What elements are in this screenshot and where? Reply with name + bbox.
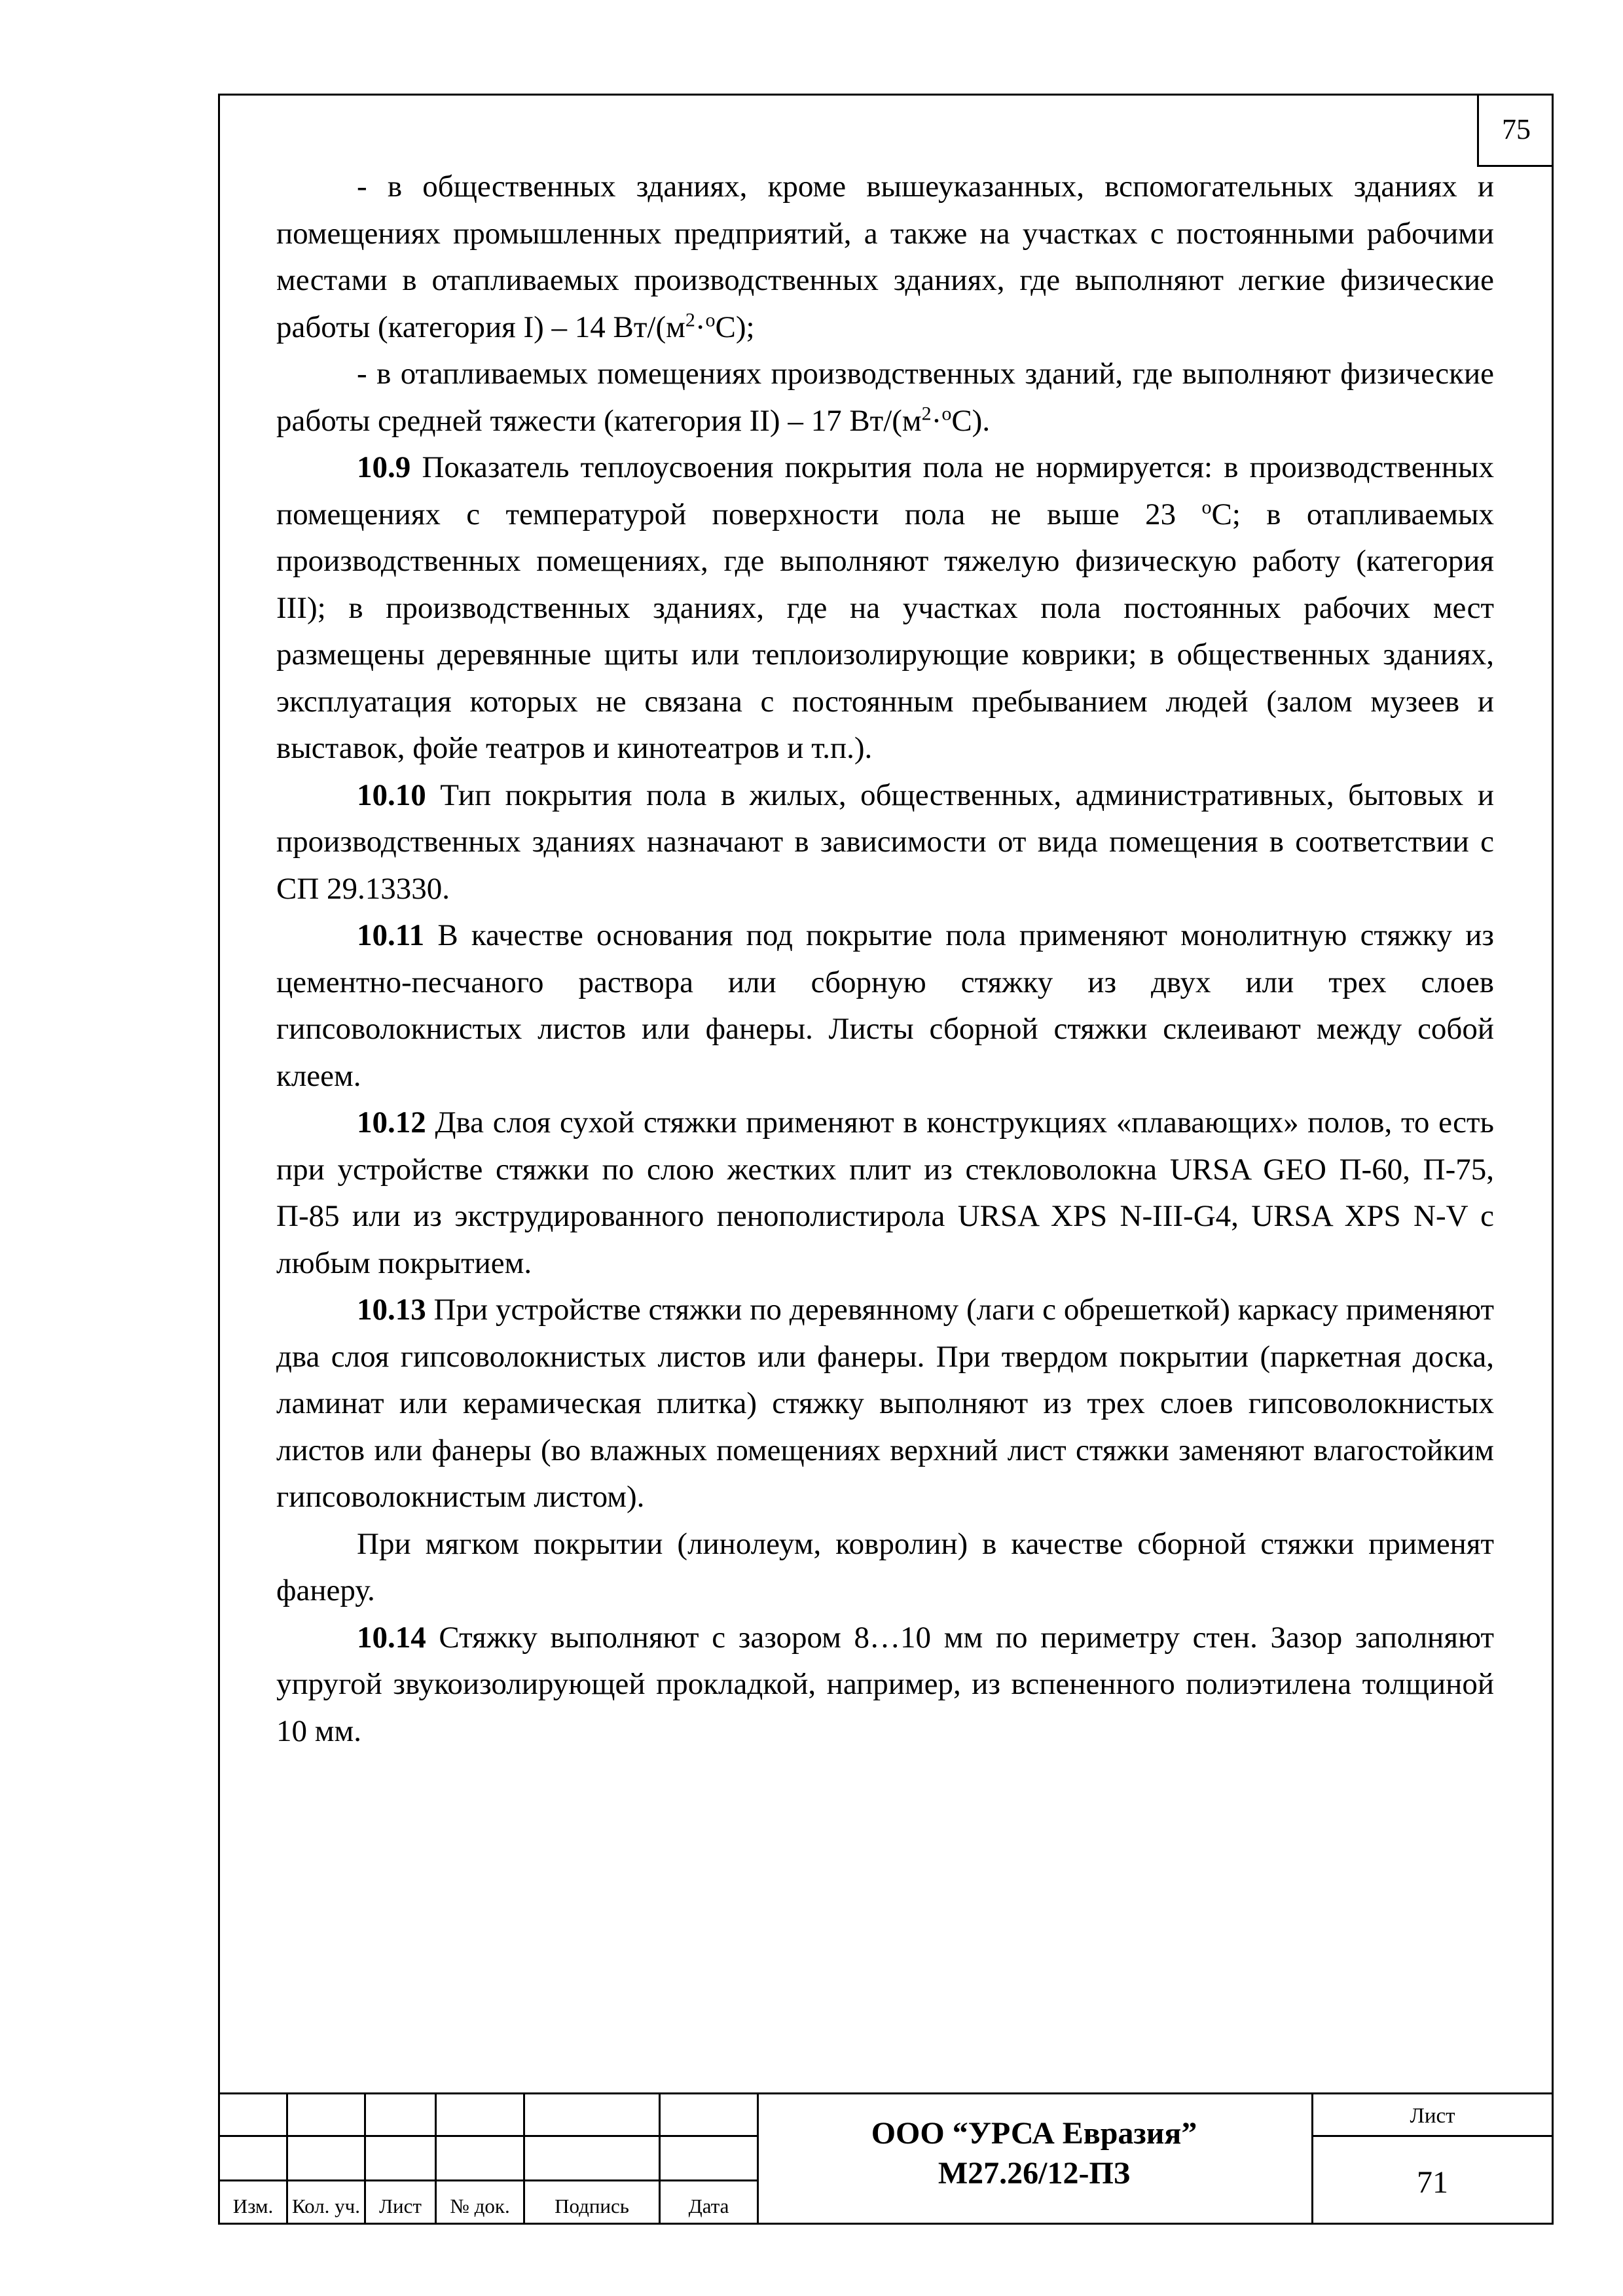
document-code: М27.26/12-ПЗ (938, 2156, 1131, 2191)
col-label-kol-uch: Кол. уч. (291, 2195, 361, 2217)
col-label-list: Лист (379, 2195, 422, 2217)
title-block-top-line (218, 2092, 1554, 2094)
col-label-date: Дата (688, 2195, 729, 2217)
col-label-izm: Изм. (232, 2195, 274, 2217)
paragraph-soft-covering: При мягком покрытии (линолеум, ковролин) в качестве сборной стяжки применят фанеру. (276, 1526, 1494, 1607)
paragraph-10-13: 10.13 При устройстве стяжки по деревянному (лаги с обрешеткой) каркасу применяют два слоя гипсоволокнистых листов или фанеры. При твердом покрытии (паркетная доска, ламинат или керамическая плитка) стяжку выполняют из трех слоев гипсоволокнистых листов или фанеры (во влажных помещениях верхний лист стяжки заменяют влагостойким гипсоволокнистым листом). (276, 1293, 1494, 1514)
title-block-row-line-1 (218, 2135, 757, 2137)
paragraph-10-12: 10.12 Два слоя сухой стяжки применяют в конструкциях «плавающих» полов, то есть при устройстве стяжки по слою жестких плит из стекловолокна URSA GEO П-60, П-75, П-85 или из экструдированного пенополистирола URSA XPS N-III-G4, URSA XPS N-V с любым покрытием. (276, 1105, 1494, 1280)
col-label-doc-number: № док. (450, 2195, 510, 2217)
paragraph-10-14: 10.14 Стяжку выполняют с зазором 8…10 мм по периметру стен. Зазор заполняют упругой звукоизолирующей прокладкой, например, из вспененного полиэтилена толщиной 10 мм. (276, 1620, 1494, 1748)
section-number: 10.14 (357, 1620, 426, 1655)
section-number: 10.11 (357, 918, 425, 952)
paragraph-10-10: 10.10 Тип покрытия пола в жилых, общественных, административных, бытовых и производственных зданиях назначают в зависимости от вида помещения в соответствии с СП 29.13330. (276, 778, 1494, 906)
top-page-number: 75 (1477, 94, 1554, 167)
organization-name: ООО “УРСА Евразия” (871, 2116, 1197, 2151)
section-number: 10.9 (357, 450, 411, 484)
sheet-number: 71 (1417, 2164, 1448, 2200)
section-number: 10.12 (357, 1105, 426, 1139)
sheet-label: Лист (1410, 2104, 1455, 2128)
section-number: 10.10 (357, 778, 426, 812)
paragraph-heated-rooms: - в отапливаемых помещениях производственных зданий, где выполняют физические работы средней тяжести (категория II) – 17 $Вт/(м^2\cdot^оС)$. (276, 357, 1494, 438)
section-number: 10.13 (357, 1293, 426, 1327)
document-body (276, 164, 1494, 1755)
paragraph-10-9: 10.9 Показатель теплоусвоения покрытия пола не нормируется: в производственных помещениях с температурой поверхности пола не выше 23 $^о$С; в отапливаемых производственных помещениях, где выполняют тяжелую физическую работу (категория III); в производственных зданиях, где на участках пола постоянных рабочих мест размещены деревянные щиты или теплоизолирующие коврики; в общественных зданиях, эксплуатация которых не связана с постоянным пребыванием людей (залом музеев и выставок, фойе театров и кинотеатров и т.п.). (276, 450, 1494, 765)
title-block-row-line-2 (218, 2179, 757, 2181)
paragraph-public-buildings: - в общественных зданиях, кроме вышеуказанных, вспомогательных зданиях и помещениях промышленных предприятий, а также на участках с постоянными рабочими местами в отапливаемых производственных зданиях, где выполняют легкие физические работы (категория I) – 14 $Вт/(м^2\cdot^оС)$; (276, 170, 1494, 344)
paragraph-10-11: 10.11 В качестве основания под покрытие пола применяют монолитную стяжку из цементно-песчаного раствора или сборную стяжку из двух или трех слоев гипсоволокнистых листов или фанеры. Листы сборной стяжки склеивают между собой клеем. (276, 918, 1494, 1093)
col-label-signature: Подпись (555, 2195, 629, 2217)
